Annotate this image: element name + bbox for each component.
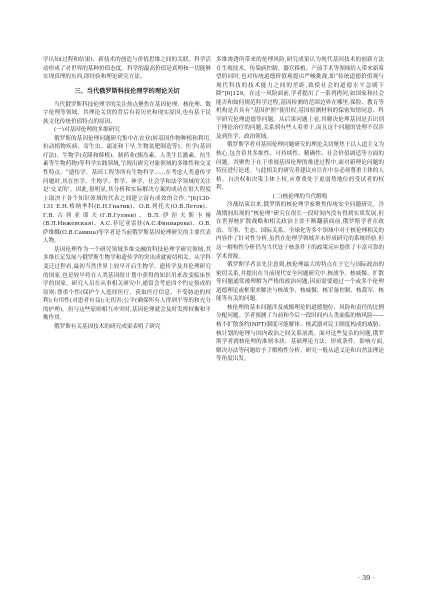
section-heading: 三、当代俄罗斯科技伦理学的理论关切 — [74, 87, 180, 95]
paragraph: 学认知(过程和结果)、新技术的创造与价值思维之间的关联。科学活动形成了对世界的某种价值态度。科学的最高价值是真理和一切能够实现真理的东西,即经验和理论研究方法。 — [43, 57, 211, 81]
page-number: · 39 · — [358, 574, 375, 582]
subsection-heading: (二)核伦理的当代解构 — [272, 193, 328, 200]
paragraph: 基因伦理作为一个研究领域多维交融的科技伦理学研究领域,其多维长足发展与俄罗斯生物学和遗传学的突出成就密切相关。从学科变迁过程看,最初当然世界上较早开启生物学、遗传学及其伦理研究的国家,也是较早将在人类基因组计划中获得的知识用来改变临床医学的国家。研究人员在从事相关研究中,通常会考虑四个约定俗成的原则:尊重个性(保护个人选择医疗、获取医疗信息、不受胁迫的权利);有用性(对患者有益);无伤害;公平(确保所有人得到平等的和充分的护理)。但与这些原则相互冲突时,基因伦理就会及时发挥权衡和平衡作用。 — [43, 246, 211, 322]
right-column — [216, 56, 384, 364]
paragraph: 俄罗斯的基因伦理问题研究集中在农业(转基因作物种植和利用,抗动植物疾病、寄生虫、霜冻和干旱,生物氮肥制造等)、医学(基因疗法)、生物学(克隆和移植)、制药业(胰岛素、人类生长激素、抗生素等生物药物)等科学实践领域,呈现出研究对象领域的多维性和交叉性特点。“遗传学、基因工程等所有生物科学……在考虑人类遗传学问题时,其在医学、生物学、哲学、神学、社会学和法学领域的关注是‘交叉的’。因此,很明显,其分析和实际解决方案的成功在很大程度上取决于各个知识领域的代表之间建立富有成效的合作。”[6]130-131 E.H.格纳季科(Е.Н.Гнатик)、О.В.列托夫(О.В.Летов)、Г.В.古列亚耶夫(Г.В.Гуляев)、В.Л.伊涅夫斯卡娅(В.Л.Инжевская)、А.С.菲尼亚雷娃(А.С.Финнарева)、О.В.萨维娜(О.В.Савина)等学者是当前俄罗斯基因伦理研究的主要代表人物。 — [43, 135, 211, 245]
left-column — [43, 56, 211, 331]
paragraph: 冷战结束以来,俄罗斯的核伦理学家聚焦传统安全问题研究。冷战期间出现的“核伦理”研究在很长一段时间内没有得到实质发展,但在世界核扩散战略和相关政治主张不断翻新面前,俄罗斯学者在政治、军事、生态、国际关系、全球化等多个领域中对于核伦理相关的内容作了针对性分析,虽然在伦理学领域并未形成研究的系统经验,但这一解构性分析仍为当代处于核条件下的政策反应提供了丰富可靠的学术资源。 — [216, 202, 384, 260]
subsection-heading: (一)对基因伦理的多维研究 — [54, 127, 120, 134]
paragraph: 当代俄罗斯科技伦理学的关注热点聚焦在基因伦理、核伦理、数字伦理等领域。其理论关切的背后有着历史和现实原因,也有基于民族文化传统价值特点的原因。 — [43, 101, 211, 125]
paragraph: 俄罗斯学者首先注意到,核伦理最大的特点在于它与国际政治的密切关系,并提出在当前现代安全问题研究中,核战争、核威慑、扩散等问题通常被理解为严格的政治问题,因而需要通过一个或多个伦理道德理论或框架来解决与核战争、核威慑、核军备控制、核裁军、核能等有关的问题。 — [216, 262, 384, 303]
paragraph: 多维渗透所带来的伦理风险,研究成果认为现代基因技术的创新方法在生殖技术、传染病控制、器官移植、产前手术等领域给人带来新希望的同时,也对传统道德价值观提出严峻挑战,即“传统道德价值观与现代科技的技术能力之间的差距,致使社会的道德水平急剧下降”[6]129。在这一风险面前,学者提出了一系列拷问,如国家和社会能否和如何规范科学过程,基因检测的范围边界在哪里,保险、教育等机构是否具有“基因护照”使用权,基因检测材料的保密知情同意、科学研究伦理道德等问题。从后果问题上看,其解决伦理基因是否识别于理论治疗的问题,关系到有些人着重于,而且这个问题的处理不仅涉及到医学、政治领域。 — [216, 57, 384, 140]
paragraph: 俄罗斯学者对基因伦理问题研究的理论关切聚焦于以人道主义为核心,包含着其多维性、可持续性、精确性、社会价值调适等方面的问题。其聚焦于在于重视基因伦理的推进过程中,面对新理论问题的特征进行论述。与此相关的研究者建议应让在中在必须尊重主体的人格、自决权和决策主体上权,应尊重处于更弱势地位的受试者的权利。 — [216, 142, 384, 192]
paragraph: 俄罗斯有关基因技术的研究成果表明了研究 — [54, 323, 161, 330]
paragraph: 核伦理的基本问题涉及威慑理论的道德地位、风险和责任的比例分配问题。学者预测了当前和今后一段时间内人类面临的核风险——核不扩散条约(NPT)制度可能解体、核武器对民主制度构成的威胁、核计划的伦理与国内政治之间关系剖离。面对这些复杂的问题,俄罗斯学者就核伦理的准则本质、基础理论方法、形成条件、影响方面,解决办法等问题给予了解构性分析。研究一般从道义论和自然法理论等角度出发。 — [216, 304, 384, 363]
